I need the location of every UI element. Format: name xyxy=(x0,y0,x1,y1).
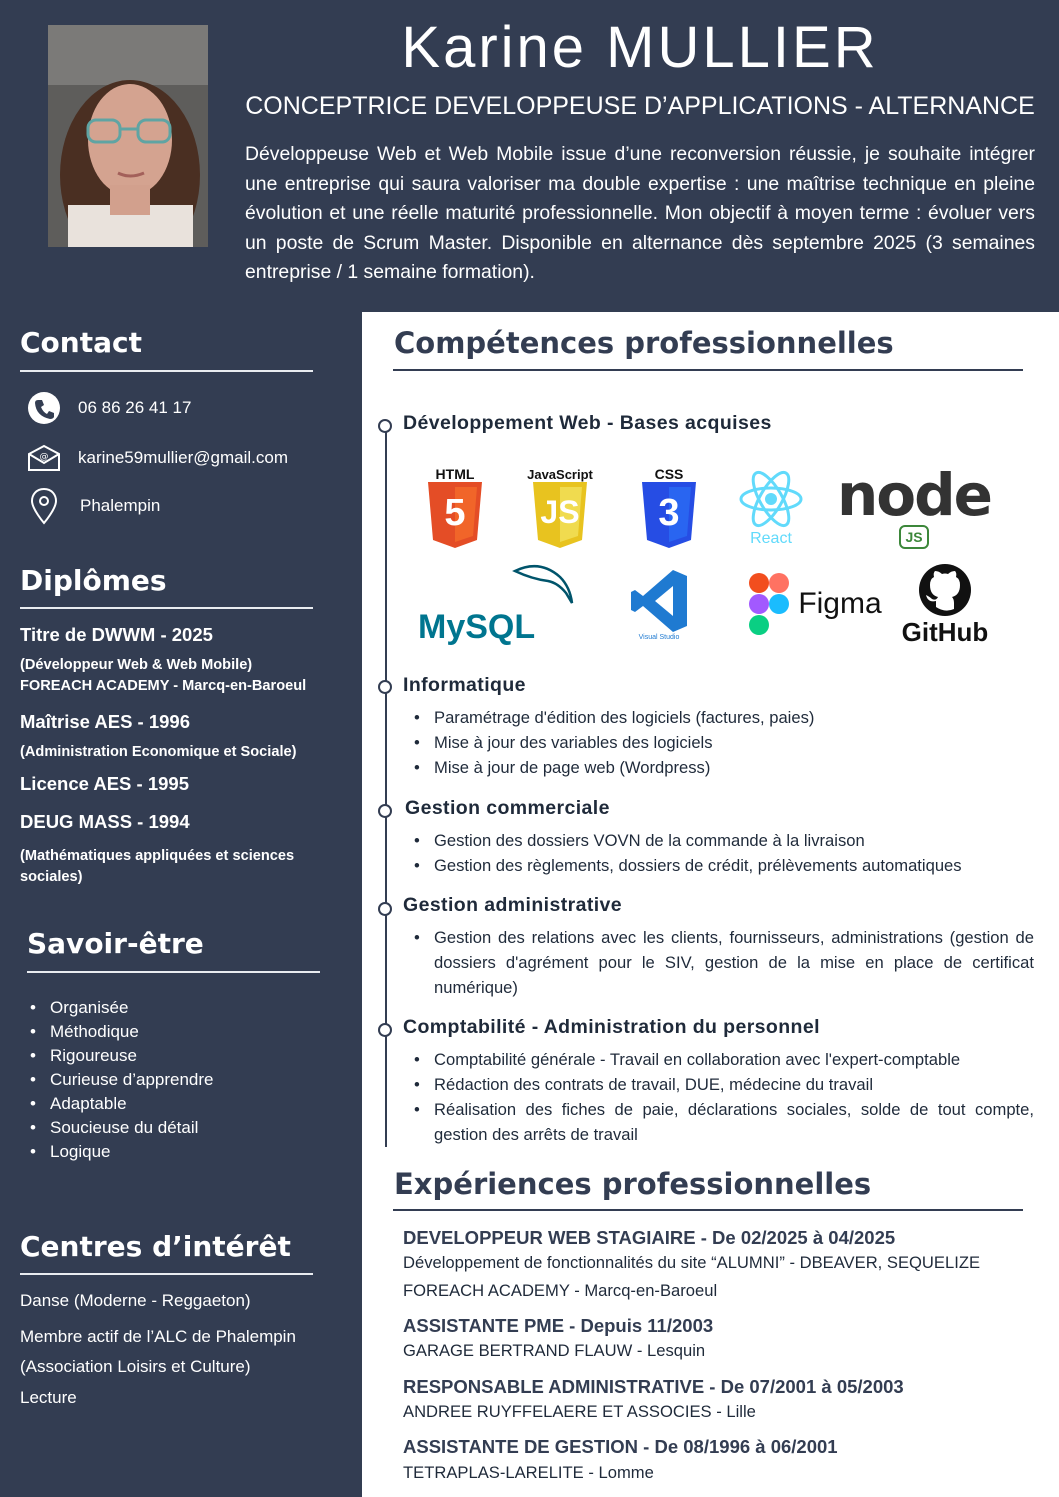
list-item: • Méthodique xyxy=(30,1020,214,1044)
divider xyxy=(393,369,1023,371)
list-item: • Gestion des relations avec les clients, fournisseurs, administrations (gestion de dossiers d'agrément pour le SIV, gestion de la mise en place de certificat numérique) xyxy=(414,925,1034,1000)
commercial-skills-title: Gestion commerciale xyxy=(405,797,610,819)
location-pin-icon xyxy=(26,488,62,524)
css-glyph: 3 xyxy=(658,492,680,534)
divider xyxy=(20,1273,313,1275)
list-item: • Gestion des règlements, dossiers de crédit, prélèvements automatiques xyxy=(414,853,1034,878)
vs-label: Visual Studio xyxy=(638,633,680,641)
contact-email xyxy=(26,440,288,476)
interest-item: Lecture xyxy=(20,1388,77,1407)
it-skills-title: Informatique xyxy=(403,674,526,696)
diploma-school: FOREACH ACADEMY - Marcq-en-Baroeul xyxy=(20,678,307,694)
experience-job-title: ASSISTANTE PME - Depuis 11/2003 xyxy=(403,1315,714,1336)
divider xyxy=(20,370,313,372)
diploma-detail: (Administration Economique et Sociale) xyxy=(20,744,297,760)
experience-company: FOREACH ACADEMY - Marcq-en-Baroeul xyxy=(403,1281,718,1300)
experience-job-title: DEVELOPPEUR WEB STAGIAIRE - De 02/2025 à 04/2025 xyxy=(403,1227,896,1248)
accounting-skills-title: Comptabilité - Administration du personnel xyxy=(403,1016,820,1038)
list-item: • Mise à jour de page web (Wordpress) xyxy=(414,755,1034,780)
nodejs-logo xyxy=(837,461,991,552)
css-label: CSS xyxy=(654,466,684,482)
skills-title: Compétences professionnelles xyxy=(394,326,894,360)
experience-detail: Développement de fonctionnalités du site “ALUMNI” - DBEAVER, SEQUELIZE xyxy=(403,1253,981,1272)
svg-text:@: @ xyxy=(39,452,49,462)
city-text: Phalempin xyxy=(80,496,161,515)
list-item: • Réalisation des fiches de paie, déclarations sociales, solde de tout compte, gestion des arrêts de travail xyxy=(414,1097,1034,1147)
figma-logo xyxy=(748,570,882,638)
web-skills-title: Développement Web - Bases acquises xyxy=(403,412,772,434)
contact-phone xyxy=(26,390,191,426)
list-item: • Rédaction des contrats de travail, DUE, médecine du travail xyxy=(414,1072,1034,1097)
timeline-dot xyxy=(378,1023,392,1037)
mysql-label: MySQL xyxy=(418,608,536,646)
soft-skills-list xyxy=(30,996,214,1164)
experience-company: GARAGE BERTRAND FLAUW - Lesquin xyxy=(403,1341,706,1360)
interest-item: Danse (Moderne - Reggaeton) xyxy=(20,1291,251,1310)
list-item: • Paramétrage d'édition des logiciels (factures, paies) xyxy=(414,705,1034,730)
phone-icon xyxy=(26,390,62,426)
diploma-title: DEUG MASS - 1994 xyxy=(20,811,190,832)
list-item: • Comptabilité générale - Travail en collaboration avec l'expert-comptable xyxy=(414,1047,1034,1072)
diploma-detail: (Mathématiques appliquées et sciences sociales) xyxy=(20,848,295,885)
experience-title: Expériences professionnelles xyxy=(394,1167,872,1201)
html-glyph: 5 xyxy=(444,492,466,534)
list-item: • Logique xyxy=(30,1140,214,1164)
contact-city xyxy=(26,488,160,524)
list-item: • Adaptable xyxy=(30,1092,214,1116)
html-label: HTML xyxy=(435,466,475,482)
list-item: • Gestion des dossiers VOVN de la commande à la livraison xyxy=(414,828,1034,853)
node-label: node xyxy=(837,461,991,529)
divider xyxy=(393,1209,1023,1211)
soft-skills-title: Savoir-être xyxy=(27,927,204,960)
list-item: • Organisée xyxy=(30,996,214,1020)
experience-job-title: RESPONSABLE ADMINISTRATIVE - De 07/2001 à 05/2003 xyxy=(403,1376,904,1397)
css3-logo xyxy=(636,464,702,550)
interests-title: Centres d’intérêt xyxy=(20,1230,291,1263)
profile-photo xyxy=(48,25,208,247)
candidate-name: Karine MULLIER xyxy=(401,15,879,80)
javascript-logo xyxy=(524,464,596,550)
github-logo xyxy=(898,562,992,648)
sidebar xyxy=(0,312,362,1497)
diplomas-title: Diplômes xyxy=(20,564,167,597)
contact-title: Contact xyxy=(20,326,142,359)
email-icon xyxy=(26,440,62,476)
js-label: JavaScript xyxy=(527,466,593,482)
diploma-title: Maîtrise AES - 1996 xyxy=(20,711,191,732)
interest-item: (Association Loisirs et Culture) xyxy=(20,1357,251,1376)
diploma-detail: (Développeur Web & Web Mobile) xyxy=(20,657,253,673)
admin-skills-list xyxy=(414,925,1034,1000)
accounting-skills-list xyxy=(414,1047,1034,1147)
github-label: GitHub xyxy=(901,616,989,647)
profile-summary: Développeuse Web et Web Mobile issue d’une reconversion réussie, je souhaite intégrer une entreprise qui saura valoriser ma double expertise : une maîtrise technique en pleine évolution et une réelle maturité professionnelle. Mon objectif à moyen terme : évoluer vers un poste de Scrum Master. Disponible en alternance dès septembre 2025 (3 semaines entreprise / 1 semaine formation). xyxy=(245,143,1035,283)
diploma-title: Titre de DWWM - 2025 xyxy=(20,624,213,645)
timeline-dot xyxy=(378,680,392,694)
phone-link[interactable]: 06 86 26 41 17 xyxy=(78,398,192,417)
timeline-dot xyxy=(378,804,392,818)
figma-label: Figma xyxy=(798,587,882,620)
visual-studio-logo xyxy=(624,562,694,646)
list-item: • Curieuse d’apprendre xyxy=(30,1068,214,1092)
react-logo xyxy=(733,466,809,550)
js-glyph: JS xyxy=(540,494,580,530)
diploma-title: Licence AES - 1995 xyxy=(20,773,189,794)
divider xyxy=(20,607,313,609)
list-item: • Mise à jour des variables des logiciels xyxy=(414,730,1034,755)
list-item: • Soucieuse du détail xyxy=(30,1116,214,1140)
admin-skills-title: Gestion administrative xyxy=(403,894,623,916)
divider xyxy=(27,971,320,973)
job-title: CONCEPTRICE DEVELOPPEUSE D’APPLICATIONS - ALTERNANCE xyxy=(245,92,1035,120)
node-sub-label: JS xyxy=(899,525,928,549)
commercial-skills-list xyxy=(414,828,1034,878)
timeline-dot xyxy=(378,419,392,433)
experience-company: ANDREE RUYFFELAERE ET ASSOCIES - Lille xyxy=(403,1402,756,1421)
html5-logo xyxy=(422,464,488,550)
header xyxy=(0,0,1059,312)
react-label: React xyxy=(750,530,792,547)
email-link[interactable]: karine59mullier@gmail.com xyxy=(78,448,288,467)
list-item: • Rigoureuse xyxy=(30,1044,214,1068)
it-skills-list xyxy=(414,705,1034,780)
interest-item: Membre actif de l’ALC de Phalempin xyxy=(20,1327,296,1346)
timeline-dot xyxy=(378,902,392,916)
timeline-line xyxy=(385,425,387,1147)
mysql-logo xyxy=(418,562,578,646)
experience-job-title: ASSISTANTE DE GESTION - De 08/1996 à 06/2001 xyxy=(403,1436,838,1457)
experience-company: TETRAPLAS-LARELITE - Lomme xyxy=(403,1463,654,1482)
